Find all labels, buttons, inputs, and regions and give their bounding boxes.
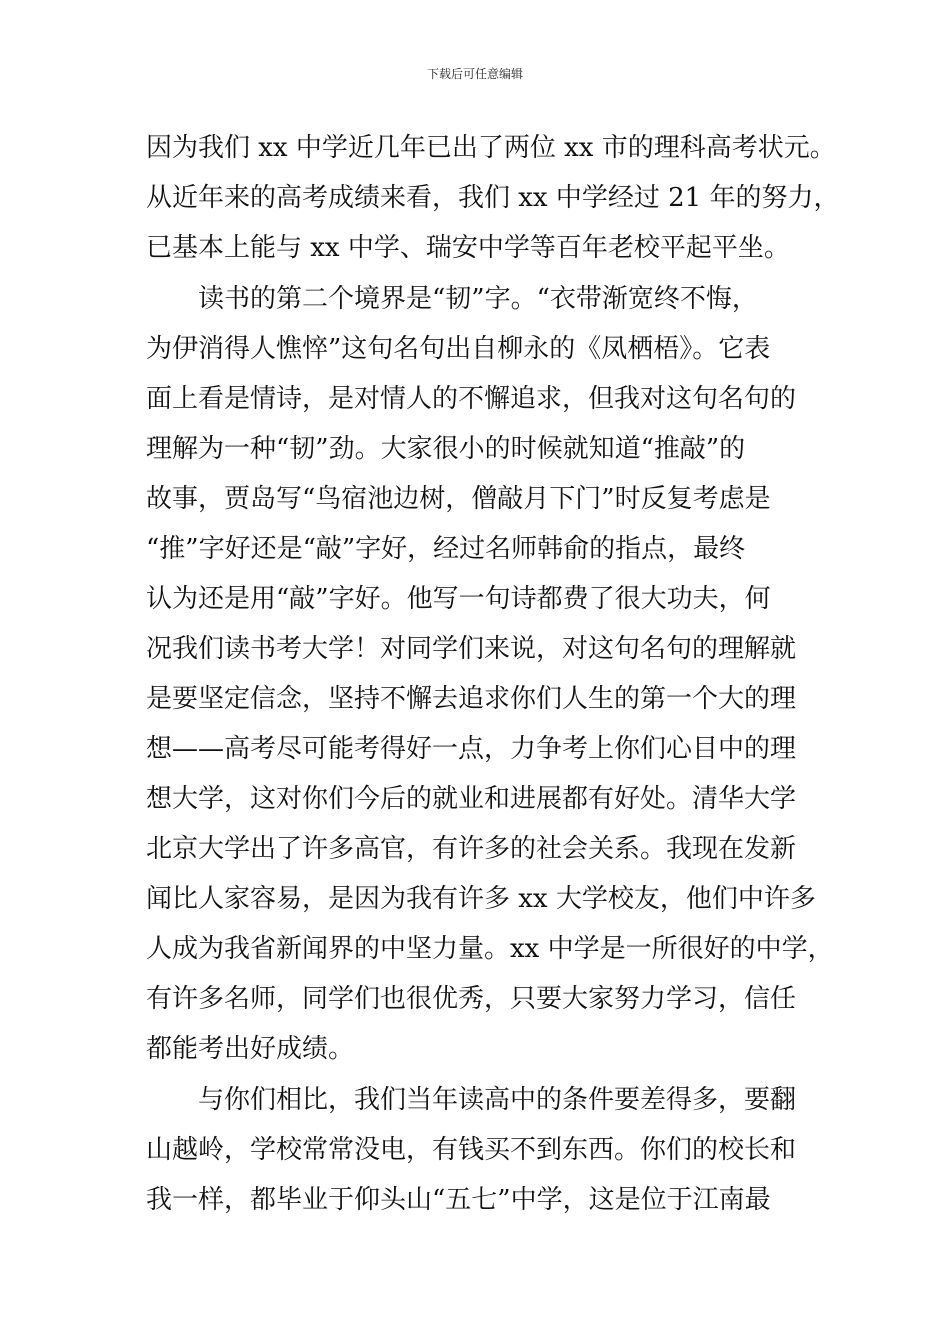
body-line-18: 有许多名师，同学们也很优秀，只要大家努力学习，信任: [146, 984, 797, 1014]
body-line-19: 都能考出好成绩。: [146, 1034, 355, 1064]
body-line-17: 人成为我省新闻界的中坚力量。xx 中学是一所很好的中学，: [146, 934, 834, 964]
body-line-1: 因为我们 xx 中学近几年已出了两位 xx 市的理科高考状元。: [146, 133, 836, 163]
body-line-13: 想——高考尽可能考得好一点，力争考上你们心目中的理: [146, 734, 797, 764]
body-line-21: 山越岭，学校常常没电，有钱买不到东西。你们的校长和: [146, 1135, 797, 1165]
body-line-2: 从近年来的高考成绩来看，我们 xx 中学经过 21 年的努力，: [146, 183, 840, 213]
body-line-12: 是要坚定信念，坚持不懈去追求你们人生的第一个大的理: [146, 684, 797, 714]
body-line-3: 已基本上能与 xx 中学、瑞安中学等百年老校平起平坐。: [146, 233, 790, 263]
body-line-20: 与你们相比，我们当年读高中的条件要差得多，要翻: [146, 1085, 797, 1115]
body-line-10: 认为还是用“敲”字好。他写一句诗都费了很大功夫，何: [146, 584, 771, 614]
body-line-7: 理解为一种“韧”劲。大家很小的时候就知道“推敲”的: [146, 434, 746, 464]
body-line-9: “推”字好还是“敲”字好，经过名师韩俞的指点，最终: [146, 534, 746, 564]
body-line-6: 面上看是情诗，是对情人的不懈追求，但我对这句名句的: [146, 384, 797, 414]
body-line-16: 闻比人家容易，是因为我有许多 xx 大学校友，他们中许多: [146, 884, 816, 914]
body-line-5: 为伊消得人憔悴”这句名句出自柳永的《凤栖梧》。它表: [146, 334, 771, 364]
page-header: 下载后可任意编辑: [426, 67, 523, 81]
body-line-11: 况我们读书考大学！对同学们来说，对这句名句的理解就: [146, 634, 797, 664]
body-line-22: 我一样，都毕业于仰头山“五七”中学，这是位于江南最: [146, 1185, 771, 1215]
body-line-15: 北京大学出了许多高官，有许多的社会关系。我现在发新: [146, 834, 797, 864]
body-line-14: 想大学，这对你们今后的就业和进展都有好处。清华大学: [146, 784, 797, 814]
body-line-4: 读书的第二个境界是“韧”字。“衣带渐宽终不悔，: [146, 284, 758, 314]
body-line-8: 故事，贾岛写“鸟宿池边树，僧敲月下门”时反复考虑是: [146, 484, 771, 514]
